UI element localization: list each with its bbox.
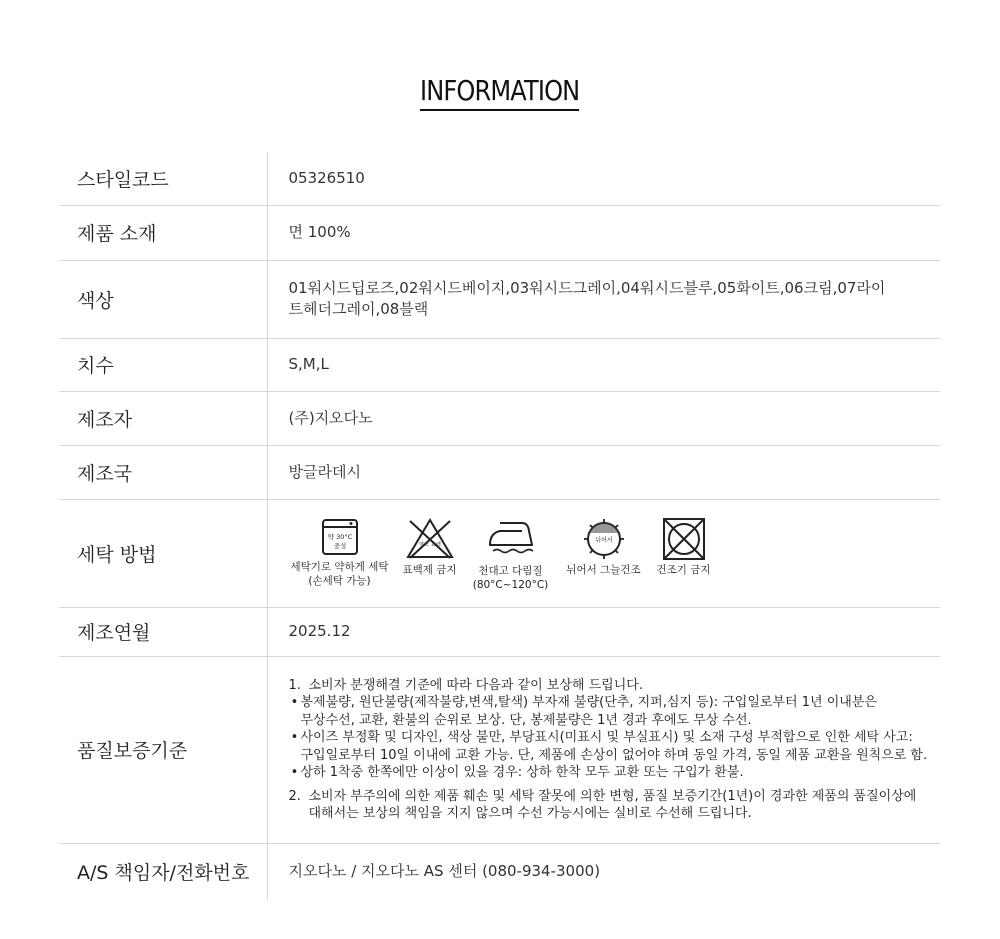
washing-value	[267, 499, 940, 607]
color-value	[267, 260, 940, 338]
table-row	[59, 391, 940, 445]
quality-label: 품질보증기준	[59, 656, 267, 843]
table-row	[59, 445, 940, 499]
table-row	[59, 607, 940, 656]
material-value: 면 100%	[267, 205, 940, 260]
wash-caption-line1: 뉘어서 그늘건조	[566, 563, 641, 576]
quality-item-number: 1.	[288, 677, 301, 693]
size-value: S,M,L	[267, 338, 940, 391]
quality-item-text-cont: 대해서는 보상의 책임을 지지 않으며 수선 가능시에는 실비로 수선해 드립니다.	[308, 806, 752, 821]
wash-item	[466, 517, 556, 592]
bullet-mark: •	[290, 695, 299, 710]
wash-caption-line2: (손세탁 가능)	[308, 574, 371, 587]
table-row	[59, 205, 940, 260]
table-row	[59, 656, 940, 843]
wash-caption-line1: 건조기 금지	[656, 563, 711, 576]
style-code-value: 05326510	[267, 152, 940, 205]
wash-caption	[473, 564, 549, 592]
quality-text	[289, 677, 941, 823]
size-label: 치수	[59, 338, 267, 391]
wash-tub-icon	[320, 517, 360, 557]
bullet-mark: •	[290, 730, 299, 745]
wash-item	[286, 517, 394, 588]
bleach-chlorine-text: 염소	[418, 541, 429, 548]
quality-item-1	[289, 677, 941, 695]
quality-item-text: 소비자 분쟁해결 기준에 따라 다음과 같이 보상해 드립니다.	[308, 677, 643, 693]
bullet-text-cont: 무상수선, 교환, 환불의 순위로 보상. 단, 봉제불량은 1년 경과 후에도 무상 수선.	[300, 712, 752, 728]
product-info-table	[59, 152, 940, 900]
quality-bullet	[289, 729, 941, 747]
quality-item-text: 소비자 부주의에 의한 제품 훼손 및 세탁 잘못에 의한 변형, 품질 보증기간(1년)이 경과한 제품의 품질이상에	[308, 788, 917, 804]
wash-caption	[402, 563, 456, 577]
country-value: 방글라데시	[267, 445, 940, 499]
wash-caption-line1: 세탁기로 약하게 세탁	[290, 560, 389, 573]
quality-value	[267, 656, 940, 843]
wash-caption-line1: 표백제 금지	[402, 563, 457, 576]
as-label: A/S 책임자/전화번호	[59, 843, 267, 900]
color-value-line2: 트헤더그레이,08블랙	[288, 300, 429, 318]
table-row	[59, 152, 940, 205]
table-row	[59, 843, 940, 900]
shade-dry-text: 뉘어서	[594, 536, 613, 544]
washing-label: 세탁 방법	[59, 499, 267, 607]
material-label: 제품 소재	[59, 205, 267, 260]
style-code-label: 스타일코드	[59, 152, 267, 205]
table-row	[59, 338, 940, 391]
wash-caption	[566, 563, 640, 577]
bleach-text: 표백	[430, 541, 441, 548]
wash-detergent-text: 중성	[333, 541, 346, 550]
no-tumble-dry-icon	[661, 517, 707, 561]
wash-caption	[656, 563, 710, 577]
wash-item	[556, 517, 652, 577]
country-label: 제조국	[59, 445, 267, 499]
page-title-wrap	[0, 74, 1000, 111]
table-row	[59, 260, 940, 338]
wash-caption-line2: (80°C~120°C)	[472, 578, 549, 591]
bullet-text: 사이즈 부정확 및 디자인, 색상 불만, 부당표시(미표시 및 부실표시) 및 소재 구성 부적합으로 인한 세탁 사고:	[300, 730, 913, 745]
date-label: 제조연월	[59, 607, 267, 656]
bullet-mark: •	[290, 765, 299, 780]
table-row	[59, 499, 940, 607]
bullet-text: 봉제불량, 원단불량(제작불량,변색,탈색) 부자재 불량(단추, 지퍼,심지 등): 구입일로부터 1년 이내분은	[300, 695, 877, 710]
wash-caption-line1: 천대고 다림질	[478, 564, 543, 577]
bullet-text: 상하 1착중 한쪽에만 이상이 있을 경우: 상하 한착 모두 교환 또는 구입가 환불.	[300, 765, 744, 780]
wash-icons	[286, 515, 941, 592]
iron-icon	[486, 517, 536, 561]
shade-dry-icon	[581, 517, 627, 561]
wash-item	[394, 517, 466, 577]
color-value-line1: 01워시드딥로즈,02워시드베이지,03워시드그레이,04워시드블루,05화이트,06크림,07라이	[288, 279, 886, 297]
wash-caption	[291, 560, 389, 588]
bullet-text-cont: 구입일로부터 10일 이내에 교환 가능. 단, 제품에 손상이 없어야 하며 동일 가격, 동일 제품 교환을 원칙으로 함.	[300, 747, 928, 763]
quality-item-number: 2.	[288, 788, 301, 804]
quality-bullet	[289, 694, 941, 712]
color-label: 색상	[59, 260, 267, 338]
quality-bullet	[289, 764, 941, 782]
wash-temp-text: 약 30°C	[327, 532, 352, 541]
page-title: INFORMATION	[420, 74, 579, 111]
wash-item	[652, 517, 716, 577]
manufacturer-value: (주)지오다노	[267, 391, 940, 445]
as-value: 지오다노 / 지오다노 AS 센터 (080-934-3000)	[288, 862, 601, 881]
quality-item-2	[289, 788, 941, 806]
date-value: 2025.12	[267, 607, 940, 656]
no-bleach-icon	[405, 517, 455, 561]
manufacturer-label: 제조자	[59, 391, 267, 445]
